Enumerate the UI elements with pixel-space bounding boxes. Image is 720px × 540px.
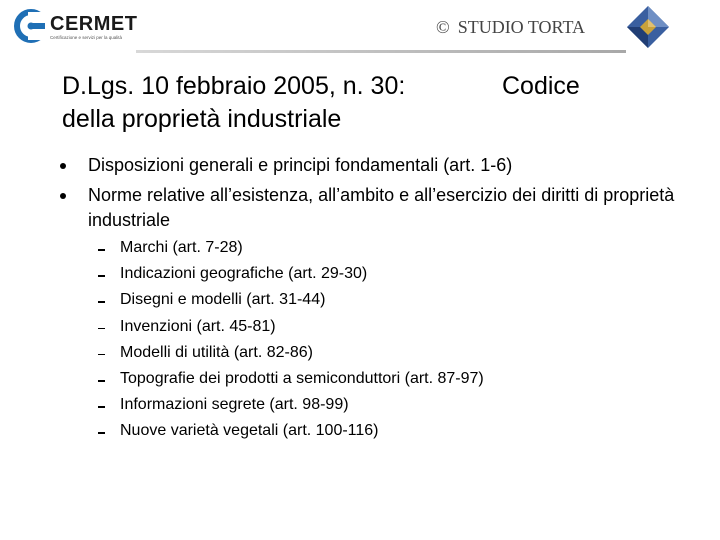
studio-torta-logo-icon bbox=[626, 5, 670, 49]
header-divider bbox=[136, 50, 626, 53]
dash-icon bbox=[98, 354, 105, 356]
bullet-text: Disposizioni generali e principi fondamentali (art. 1-6) bbox=[88, 155, 513, 175]
sub-item-text: Marchi (art. 7-28) bbox=[120, 239, 243, 256]
sub-item-text: Nuove varietà vegetali (art. 100-116) bbox=[120, 422, 379, 440]
sub-list-item bbox=[96, 366, 484, 392]
dash-icon bbox=[98, 301, 105, 303]
dash-icon bbox=[98, 432, 105, 434]
cermet-logo-tagline: Certificazione e servizi per la qualità bbox=[50, 35, 123, 40]
cermet-logo-text: CERMET bbox=[50, 13, 138, 35]
bullet-text: Norme relative all’esistenza, all’ambito e all’esercizio dei diritti di proprietà industriale bbox=[88, 185, 675, 230]
cermet-logo bbox=[14, 9, 144, 45]
sub-list-item bbox=[96, 418, 484, 444]
slide-title bbox=[62, 70, 682, 136]
sub-list-item bbox=[96, 261, 484, 287]
copyright-symbol: © bbox=[436, 17, 450, 37]
sub-bullet-list bbox=[96, 235, 484, 445]
bullet-dot-icon bbox=[60, 163, 66, 169]
bullet-item bbox=[60, 183, 680, 233]
sub-list-item bbox=[96, 287, 484, 313]
sub-list-item bbox=[96, 392, 484, 418]
sub-item-text: Invenzioni (art. 45-81) bbox=[120, 317, 276, 335]
sub-item-text: Topografie dei prodotti a semiconduttori (art. 87-97) bbox=[120, 370, 484, 388]
studio-torta-label bbox=[436, 17, 585, 38]
sub-list-item bbox=[96, 314, 484, 340]
sub-item-text: Indicazioni geografiche (art. 29-30) bbox=[120, 265, 368, 283]
cermet-logo-icon bbox=[14, 9, 48, 43]
title-part-1: D.Lgs. 10 febbraio 2005, n. 30: bbox=[62, 72, 406, 100]
bullet-dot-icon bbox=[60, 193, 66, 199]
slide-header bbox=[0, 0, 720, 56]
dash-icon bbox=[98, 249, 105, 251]
dash-icon bbox=[98, 328, 105, 330]
title-part-3: della proprietà industriale bbox=[62, 105, 342, 133]
bullet-item bbox=[60, 153, 680, 178]
dash-icon bbox=[98, 380, 105, 382]
sub-item-text: Modelli di utilità (art. 82-86) bbox=[120, 343, 313, 361]
sub-list-item bbox=[96, 235, 484, 261]
dash-icon bbox=[98, 275, 105, 277]
sub-list-item bbox=[96, 340, 484, 366]
sub-item-text: Informazioni segrete (art. 98-99) bbox=[120, 396, 349, 414]
dash-icon bbox=[98, 406, 105, 408]
studio-name: STUDIO TORTA bbox=[457, 17, 586, 37]
bullet-list bbox=[60, 153, 680, 237]
title-part-2: Codice bbox=[502, 72, 580, 100]
sub-item-text: Disegni e modelli (art. 31-44) bbox=[120, 291, 326, 309]
